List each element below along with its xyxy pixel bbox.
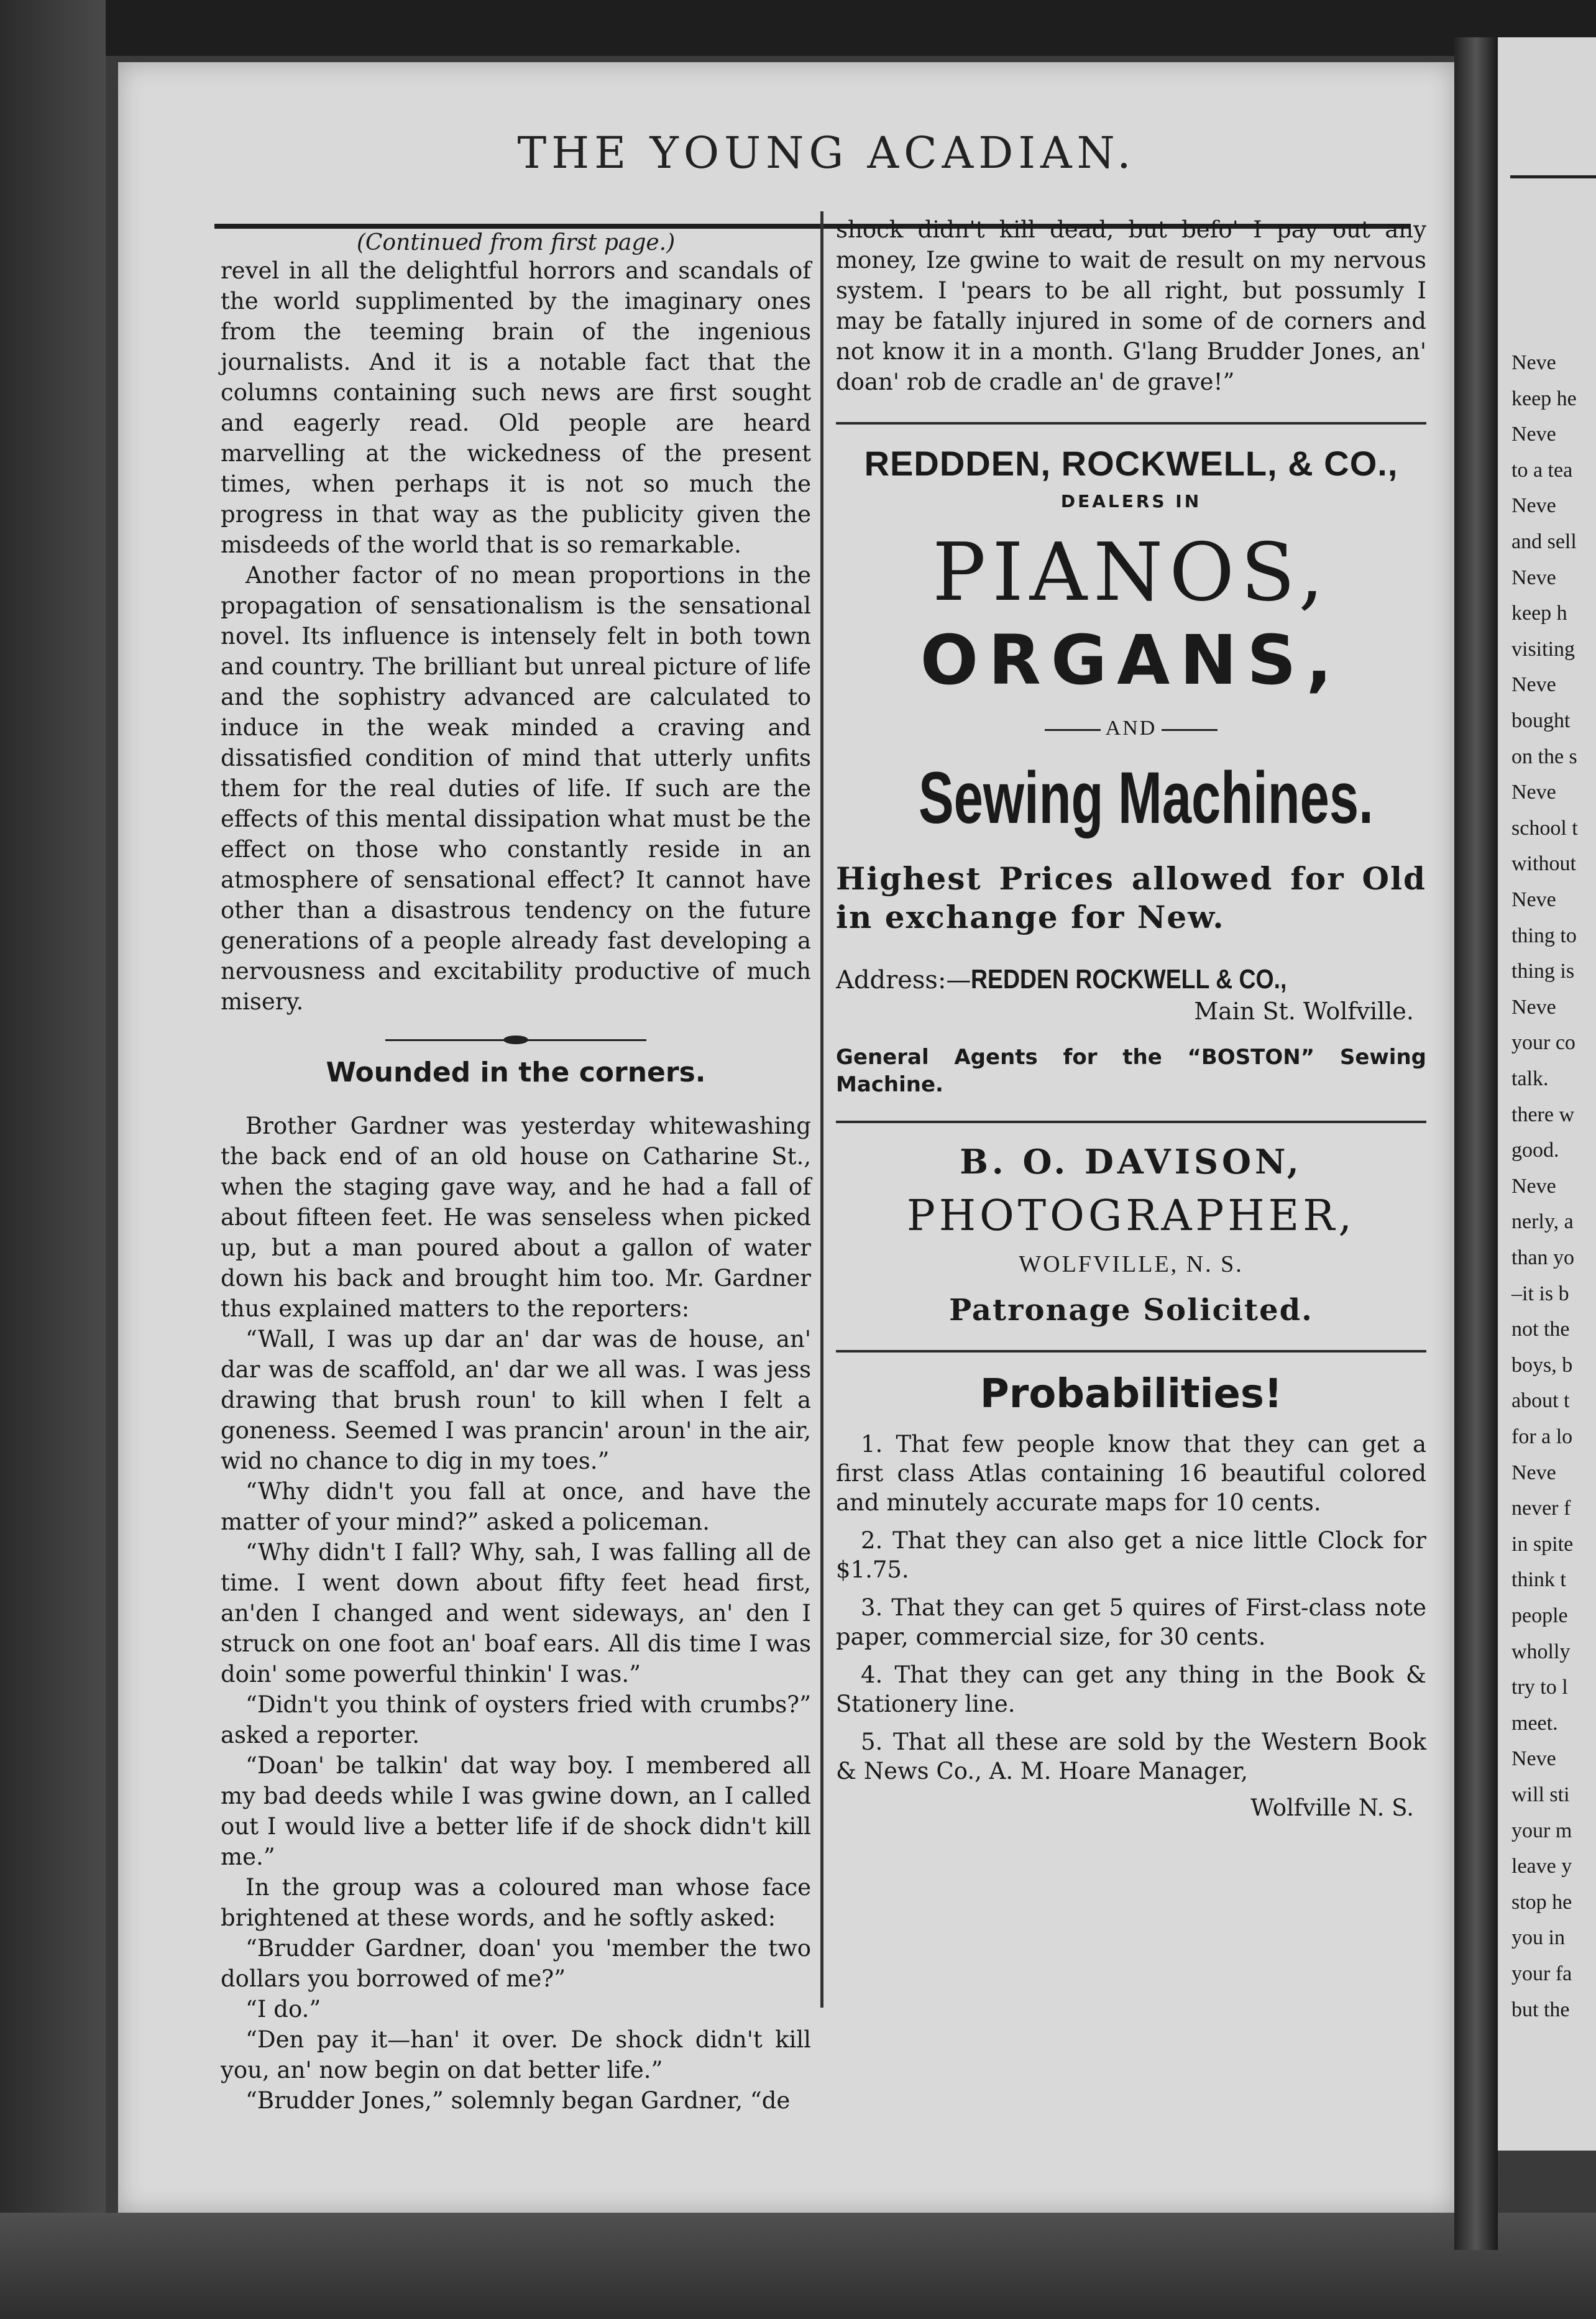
- scan-background-top: [0, 0, 1596, 56]
- adjacent-page-line: Neve: [1511, 423, 1556, 446]
- adjacent-page-line: leave y: [1511, 1855, 1572, 1878]
- story-title: Wounded in the corners.: [326, 1057, 706, 1088]
- adjacent-page-line: thing is: [1511, 960, 1575, 983]
- adjacent-page-line: keep h: [1511, 602, 1567, 625]
- probability-item: 4. That they can get any thing in the Book & Stationery line.: [836, 1661, 1426, 1717]
- adjacent-page-line: think t: [1511, 1568, 1566, 1591]
- adjacent-page-line: visiting: [1511, 638, 1575, 661]
- ad-and-text: AND: [1105, 717, 1157, 740]
- photographer-name: B. O. DAVISON,: [960, 1142, 1303, 1182]
- adjacent-page-line: never f: [1511, 1497, 1571, 1520]
- adjacent-page-line: wholly: [1511, 1640, 1571, 1663]
- probabilities-list: [836, 1430, 1426, 1786]
- ad-street: Main St. Wolfville.: [1194, 998, 1414, 1025]
- adjacent-page-line: Neve: [1511, 494, 1556, 517]
- adjacent-page-line: nerly, a: [1511, 1210, 1574, 1233]
- adjacent-page-line: keep he: [1511, 387, 1577, 410]
- probabilities-advertisement: [836, 1371, 1426, 1821]
- adjacent-page-line: to a tea: [1511, 459, 1573, 482]
- adjacent-page-line: meet.: [1511, 1712, 1558, 1735]
- adjacent-page-rule: [1510, 175, 1596, 178]
- adjacent-page-line: your co: [1511, 1031, 1575, 1054]
- adjacent-page-line: Neve: [1511, 566, 1556, 589]
- adjacent-page-line: Neve: [1511, 351, 1556, 374]
- adjacent-page-line: stop he: [1511, 1891, 1572, 1914]
- story-paragraph: “I do.”: [245, 1996, 321, 2023]
- adjacent-page-line: boys, b: [1511, 1354, 1573, 1377]
- book-spine: [1454, 37, 1498, 2250]
- story-paragraph: “Why didn't I fall? Why, sah, I was falling all de time. I went down about fifty feet head first, an'den I changed and went sideways, an' den I struck on one foot an' boaf ears. All dis time I was doin' some powerful thinkin' I was.”: [221, 1539, 811, 1688]
- probability-item: 1. That few people know that they can get a first class Atlas containing 16 beautiful colored and minutely accurate maps for 10 cents.: [836, 1431, 1426, 1516]
- adjacent-page-line: Neve: [1511, 1175, 1556, 1198]
- adjacent-page-line: without: [1511, 852, 1576, 875]
- ad-divider: [836, 1350, 1426, 1352]
- adjacent-page-line: Neve: [1511, 1461, 1556, 1484]
- adjacent-page-line: bought: [1511, 709, 1571, 732]
- adjacent-page-line: –it is b: [1511, 1282, 1569, 1305]
- probabilities-signature: Wolfville N. S.: [1250, 1794, 1414, 1821]
- ad-firm-name: REDDDEN, ROCKWELL, & CO.,: [864, 444, 1398, 483]
- story-paragraph: “Brudder Gardner, doan' you 'member the two dollars you borrowed of me?”: [221, 1935, 811, 1992]
- adjacent-page-line: talk.: [1511, 1067, 1549, 1090]
- adjacent-page-line: but the: [1511, 1998, 1570, 2021]
- article-paragraph: revel in all the delightful horrors and scandals of the world supplimented by the imaginary ones from the teeming brain of the ingenious journalists. And it is a notable fact that the columns containing such news are first sought and eagerly read. Old people are heard marvelling at the wickedness of the present times, when perhaps it is not so much the progress in that way as the publicity given the misdeeds of the world that is so remarkable.: [221, 257, 811, 558]
- column-rule: [820, 211, 823, 2008]
- section-ornament: [385, 1034, 646, 1045]
- story-continuation: shock didn't kill dead, but befo' I pay out any money, Ize gwine to wait de result on my nervous system. I 'pears to be all right, but possumly I may be fatally injured in some of de corners and not know it in a month. G'lang Brudder Jones, an' doan' rob de cradle an' de grave!”: [836, 216, 1426, 395]
- adjacent-page-line: Neve: [1511, 673, 1556, 696]
- adjacent-page-line: Neve: [1511, 781, 1556, 804]
- ad-divider: [836, 1121, 1426, 1123]
- story-paragraph: “Den pay it—han' it over. De shock didn't kill you, an' now begin on dat better life.”: [221, 2026, 811, 2083]
- adjacent-page-line: Neve: [1511, 888, 1556, 911]
- article-paragraph: Another factor of no mean proportions in the propagation of sensationalism is the sensational novel. Its influence is intensely felt in both town and country. The brilliant but unreal picture of life and the sophistry advanced are calculated to induce in the weak minded a craving and dissatisfied condition of mind that utterly unfits them for the real duties of life. If such are the effects of this mental dissipation what must be the effect on those who constantly reside in an atmosphere of sensational effect? It cannot have other than a disastrous tendency on the future generations of a people already fast developing a nervousness and excitability productive of much misery.: [221, 562, 811, 1015]
- adjacent-page-line: not the: [1511, 1318, 1570, 1341]
- adjacent-page-line: than yo: [1511, 1246, 1575, 1269]
- adjacent-page-line: and sell: [1511, 530, 1577, 553]
- probability-item: 5. That all these are sold by the Western Book & News Co., A. M. Hoare Manager,: [836, 1729, 1426, 1784]
- adjacent-page-line: your m: [1511, 1819, 1572, 1842]
- probability-item: 3. That they can get 5 quires of First-class note paper, commercial size, for 30 cents.: [836, 1594, 1426, 1650]
- story-paragraph: “Why didn't you fall at once, and have the matter of your mind?” asked a policeman.: [221, 1478, 811, 1535]
- photographer-town: WOLFVILLE, N. S.: [1019, 1251, 1244, 1277]
- ad-address-firm: REDDEN ROCKWELL & CO.,: [971, 964, 1287, 994]
- adjacent-page-line: Neve: [1511, 1747, 1556, 1770]
- ad-dealers-in: DEALERS IN: [1060, 491, 1202, 512]
- photographer-title: PHOTOGRAPHER,: [906, 1192, 1356, 1241]
- adjacent-page-line: you in: [1511, 1926, 1565, 1949]
- right-column: [836, 214, 1426, 1821]
- piano-advertisement: [836, 443, 1426, 1098]
- adjacent-page-line: will sti: [1511, 1783, 1570, 1806]
- adjacent-page-line: on the s: [1511, 745, 1577, 768]
- dash-left: [1045, 729, 1101, 731]
- ad-divider: [836, 422, 1426, 425]
- story-paragraph: “Didn't you think of oysters fried with crumbs?” asked a reporter.: [221, 1691, 811, 1748]
- masthead-title: THE YOUNG ACADIAN.: [517, 127, 1136, 178]
- ad-sewing-machines: Sewing Machines.: [919, 757, 1374, 839]
- ad-and: [836, 717, 1426, 740]
- ad-organs: ORGANS,: [920, 620, 1342, 700]
- adjacent-page-line: people: [1511, 1604, 1568, 1627]
- ad-pianos: PIANOS,: [932, 526, 1330, 619]
- adjacent-page-line: there w: [1511, 1103, 1575, 1126]
- story-paragraph: Brother Gardner was yesterday whitewashing the back end of an old house on Catharine St., when the staging gave way, and he had a fall of about fifteen feet. He was senseless when picked up, but a man poured about a gallon of water down his back and brought him too. Mr. Gardner thus explained matters to the reporters:: [221, 1113, 811, 1322]
- left-column: [221, 224, 811, 2116]
- adjacent-page-line: try to l: [1511, 1676, 1568, 1699]
- ad-exchange-offer: Highest Prices allowed for Old in exchange for New.: [836, 860, 1426, 935]
- adjacent-page-line: thing to: [1511, 924, 1577, 947]
- photographer-patronage: Patronage Solicited.: [949, 1293, 1313, 1328]
- adjacent-page-line: for a lo: [1511, 1425, 1573, 1448]
- adjacent-page-line: about t: [1511, 1389, 1570, 1412]
- ad-address-label: Address:—: [836, 966, 971, 994]
- scan-background-bottom: [0, 2213, 1596, 2319]
- story-paragraph: “Wall, I was up dar an' dar was de house, an' dar was de scaffold, an' dar we all was. I was jess drawing that brush roun' to kill when I felt a goneness. Seemed I was prancin' aroun' in the air, wid no chance to dig in my toes.”: [221, 1326, 811, 1474]
- scan-background-left: [0, 0, 106, 2319]
- probability-item: 2. That they can also get a nice little Clock for $1.75.: [836, 1527, 1426, 1583]
- adjacent-page-line: good.: [1511, 1139, 1559, 1162]
- adjacent-page-line: school t: [1511, 817, 1578, 840]
- adjacent-page-line: Neve: [1511, 996, 1556, 1019]
- story-paragraph: “Doan' be talkin' dat way boy. I membered all my bad deeds while I was gwine down, an I called out I would live a better life if de shock didn't kill me.”: [221, 1752, 811, 1870]
- adjacent-page-line: in spite: [1511, 1533, 1574, 1556]
- probabilities-title: Probabilities!: [979, 1371, 1283, 1417]
- ad-agents: General Agents for the “BOSTON” Sewing Machine.: [836, 1045, 1426, 1097]
- story-paragraph: “Brudder Jones,” solemnly began Gardner, “de: [245, 2087, 791, 2114]
- ad-address: [836, 964, 1426, 995]
- photographer-advertisement: [836, 1142, 1426, 1328]
- adjacent-page-line: your fa: [1511, 1962, 1572, 1985]
- continued-note: (Continued from first page.): [356, 230, 676, 255]
- dash-right: [1162, 729, 1218, 731]
- story-paragraph: In the group was a coloured man whose face brightened at these words, and he softly asked:: [221, 1874, 811, 1931]
